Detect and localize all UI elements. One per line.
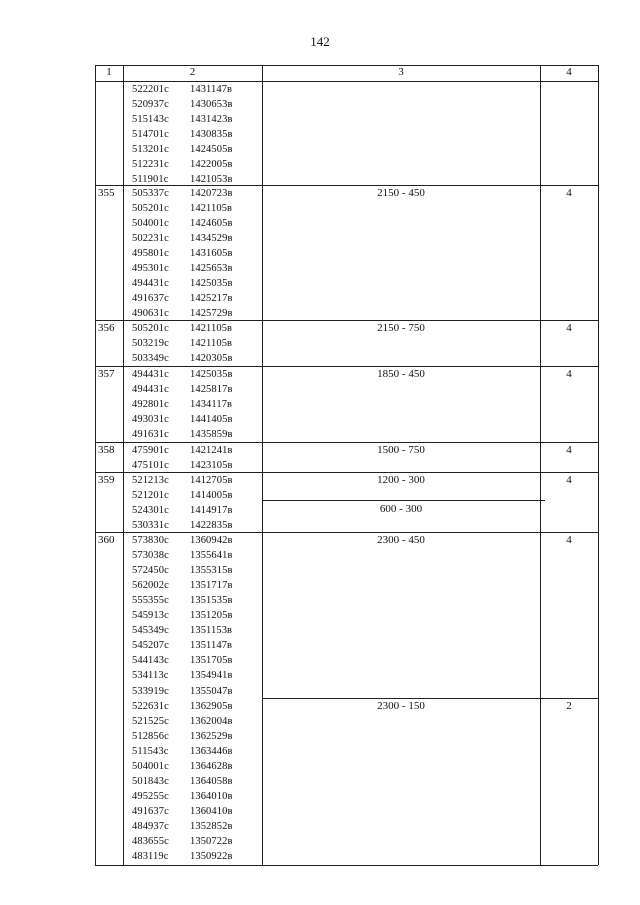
latitude: 501843с [132,775,169,787]
latitude: 495301с [132,263,169,275]
coordinate-row [132,759,233,774]
coordinate-row [132,653,233,668]
longitude: 1364058в [190,775,233,787]
longitude: 1425035в [190,369,233,380]
coordinate-row [132,503,233,518]
coordinate-row [132,216,233,231]
latitude: 475901с [132,445,169,456]
latitude: 520937с [132,99,169,111]
longitude: 1355047в [190,685,233,697]
latitude: 475101с [132,460,169,472]
latitude: 573830с [132,535,169,546]
coordinate-row [132,276,233,291]
longitude: 1362905в [190,700,233,712]
latitude: 534113с [132,670,169,682]
latitude: 504001с [132,218,169,230]
latitude: 530331с [132,520,169,532]
latitude: 511901с [132,174,169,186]
longitude: 1424605в [190,218,233,230]
latitude: 522631с [132,700,169,712]
longitude: 1425817в [190,384,233,396]
range-split-rule [540,698,598,699]
column-4-value: 4 [566,474,572,486]
coordinate-row [132,668,233,683]
longitude: 1422835в [190,520,233,532]
longitude: 1351147в [190,640,233,652]
depth-range: 2300 - 150 [377,700,425,712]
coordinate-row [132,351,233,366]
latitude: 494431с [132,278,169,290]
column-4-value: 4 [566,187,572,199]
coordinate-row [132,127,233,142]
latitude: 503219с [132,338,169,350]
coordinate-row [132,82,232,97]
coordinate-row [132,261,233,276]
row-number: 357 [98,368,115,380]
coordinate-row [132,593,233,608]
range-split-rule [262,500,545,501]
coordinate-row [132,321,232,336]
longitude: 1421105в [190,203,233,215]
latitude: 521213с [132,475,169,486]
latitude: 492801с [132,399,169,411]
depth-range: 1500 - 750 [377,444,425,456]
coordinate-row [132,548,233,563]
longitude: 1431147в [190,84,233,95]
latitude: 521525с [132,715,169,727]
latitude: 544143с [132,655,169,667]
coordinate-row [132,804,233,819]
latitude: 505201с [132,203,169,215]
longitude: 1422005в [190,159,233,171]
coordinate-row [132,774,233,789]
longitude: 1435859в [190,429,233,441]
coordinate-row [132,367,233,382]
longitude: 1351153в [190,625,233,637]
longitude: 1420723в [190,188,233,199]
latitude: 483655с [132,836,169,847]
row-number: 358 [98,444,115,456]
longitude: 1363446в [190,745,233,757]
latitude: 495801с [132,248,169,260]
coordinate-row [132,382,233,397]
latitude: 495255с [132,790,169,802]
latitude: 491631с [132,429,169,441]
latitude: 494431с [132,369,169,380]
longitude: 1425653в [190,263,233,275]
longitude: 1430835в [190,129,233,141]
column-4-value: 2 [566,700,572,712]
longitude: 1434529в [190,233,233,245]
latitude: 512856с [132,730,169,742]
latitude: 483119с [132,851,169,863]
longitude: 1355641в [190,550,233,562]
coordinate-row [132,623,232,638]
longitude: 1441405в [190,414,233,426]
longitude: 1362529в [190,730,233,742]
latitude: 491637с [132,293,169,305]
coordinate-row [132,699,233,714]
latitude: 504001с [132,760,169,772]
longitude: 1351205в [190,610,233,622]
latitude: 533919с [132,685,169,697]
latitude: 573038с [132,550,169,562]
longitude: 1434117в [190,399,233,411]
coordinate-row [132,231,233,246]
coordinate-row [132,789,233,804]
latitude: 545349с [132,625,169,637]
longitude: 1423105в [190,460,233,472]
longitude: 1414005в [190,490,233,502]
coordinate-row [132,142,233,157]
latitude: 572450с [132,565,169,577]
depth-range: 1200 - 300 [377,474,425,486]
latitude: 503349с [132,353,169,365]
longitude: 1431423в [190,114,233,126]
coordinate-row [132,473,233,488]
column-4-value: 4 [566,368,572,380]
longitude: 1421105в [190,323,233,334]
latitude: 524301с [132,505,169,517]
coordinate-row [132,488,233,503]
longitude: 1351705в [190,655,233,667]
longitude: 1352852в [190,820,233,832]
depth-range: 2150 - 750 [377,322,425,334]
column-header-3: 3 [398,66,404,78]
longitude: 1364628в [190,760,233,772]
latitude: 513201с [132,144,169,156]
coordinate-row [132,201,232,216]
page-number: 142 [310,34,330,49]
table-right-border [598,65,599,865]
longitude: 1360410в [190,805,233,817]
longitude: 1421241в [190,445,233,456]
coordinate-row [132,729,233,744]
longitude: 1425729в [190,308,233,320]
longitude: 1412705в [190,475,233,486]
longitude: 1364010в [190,790,233,802]
coordinate-row [132,578,233,593]
coordinate-row [132,157,233,172]
coordinate-row [132,819,233,834]
latitude: 545207с [132,640,169,652]
depth-range: 600 - 300 [379,503,423,515]
coordinate-row [132,714,233,729]
coordinate-row [132,533,233,548]
coordinate-row [132,744,233,759]
longitude: 1355315в [190,565,233,577]
coordinate-row [132,246,233,261]
depth-range: 2150 - 450 [377,187,425,199]
longitude: 1420305в [190,353,233,365]
longitude: 1431605в [190,248,233,260]
longitude: 1424505в [190,144,233,156]
longitude: 1360942в [190,535,233,546]
longitude: 1362004в [190,715,233,727]
longitude: 1350922в [190,851,233,863]
column-4-value: 4 [566,534,572,546]
longitude: 1350722в [190,836,233,847]
column-header-2: 2 [189,66,196,78]
longitude: 1421105в [190,338,233,350]
latitude: 555355с [132,595,169,607]
coordinate-row [132,427,233,442]
column-header-4: 4 [566,66,572,78]
latitude: 515143с [132,114,169,126]
coordinate-row [132,397,232,412]
longitude: 1425035в [190,278,233,290]
latitude: 562002с [132,580,169,592]
table-bottom-border [95,865,598,866]
coordinate-row [132,186,233,201]
coordinate-row [132,638,232,653]
coordinate-row [132,684,233,699]
row-number: 359 [98,474,115,486]
coordinate-row [132,97,233,112]
coordinate-row [132,849,233,864]
row-number: 355 [98,187,115,199]
latitude: 511543с [132,745,169,757]
latitude: 512231с [132,159,169,171]
longitude: 1425217в [190,293,233,305]
longitude: 1414917в [190,505,233,517]
longitude: 1430653в [190,99,233,111]
latitude: 514701с [132,129,169,141]
column-4-value: 4 [566,444,572,456]
depth-range: 1850 - 450 [377,368,425,380]
longitude: 1351717в [190,580,233,592]
latitude: 521201с [132,490,169,502]
column-header-1: 1 [106,66,112,78]
coordinate-row [132,112,233,127]
depth-range: 2300 - 450 [377,534,425,546]
coordinate-row [132,608,233,623]
latitude: 545913с [132,610,169,622]
row-number: 360 [98,534,115,546]
latitude: 490631с [132,308,169,320]
column-4-value: 4 [566,322,572,334]
longitude: 1351535в [190,595,233,607]
latitude: 522201с [132,84,169,95]
coordinate-row [132,563,233,578]
row-number: 356 [98,322,115,334]
longitude: 1354941в [190,670,233,682]
latitude: 493031с [132,414,169,426]
coordinate-row [132,336,232,351]
latitude: 484937с [132,820,169,832]
coordinate-row [132,291,233,306]
latitude: 505337с [132,188,169,199]
coordinate-row [132,458,233,473]
latitude: 505201с [132,323,169,334]
longitude: 1421053в [190,174,233,186]
latitude: 502231с [132,233,169,245]
coordinate-row [132,443,233,458]
coordinate-row [132,834,233,849]
coordinate-row [132,518,233,533]
latitude: 494431с [132,384,169,396]
coordinate-row [132,412,233,427]
latitude: 491637с [132,805,169,817]
